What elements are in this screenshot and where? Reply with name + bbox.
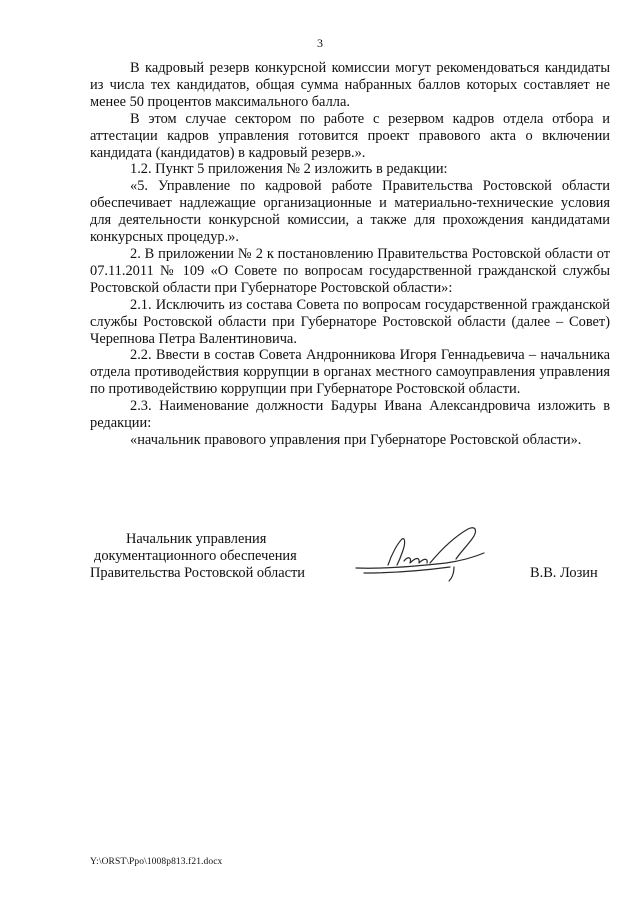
signatory-title-line: документационного обеспечения: [94, 548, 297, 564]
page-number: 3: [317, 36, 323, 50]
document-body: [90, 60, 610, 449]
signatory-name: В.В. Лозин: [530, 565, 598, 581]
paragraph-item-2: 2. В приложении № 2 к постановлению Правительства Ростовской области от 07.11.2011 № 109 «О Совете по вопросам государственной гражданской службы Ростовской области при Губернаторе Ростовской области»:: [90, 245, 610, 296]
signatory-title-line: Начальник управления: [126, 531, 267, 547]
paragraph-item-2-3: 2.3. Наименование должности Бадуры Ивана Александровича изложить в редакции:: [90, 398, 610, 432]
paragraph-item-2-1: 2.1. Исключить из состава Совета по вопросам государственной гражданской службы Ростовской области при Губернаторе Ростовской области (далее – Совет) Черепнова Петра Валентиновича.: [90, 296, 610, 347]
signatory-title-line: Правительства Ростовской области: [90, 565, 305, 581]
paragraph-item-1-2: 1.2. Пункт 5 приложения № 2 изложить в редакции:: [130, 161, 448, 178]
signatory-title: [90, 531, 330, 582]
signature-block: [0, 531, 640, 591]
paragraph-reserve-criteria: В кадровый резерв конкурсной комиссии могут рекомендоваться кандидаты из числа тех кандидатов, общая сумма набранных баллов которых составляет не менее 50 процентов максимального балла.: [90, 60, 610, 110]
paragraph-item-2-3-text: «начальник правового управления при Губернаторе Ростовской области».: [130, 431, 582, 448]
paragraph-reserve-act: В этом случае сектором по работе с резервом кадров отдела отбора и аттестации кадров управления готовится проект правового акта о включении кандидата (кандидатов) в кадровый резерв.».: [90, 110, 610, 161]
document-file-path: Y:\ORST\Ppo\1008p813.f21.docx: [90, 857, 223, 867]
paragraph-item-2-2: 2.2. Ввести в состав Совета Андронникова Игоря Геннадьевича – начальника отдела противодействия коррупции в органах местного самоуправления управления по противодействию коррупции при Губернаторе Ростовской области.: [90, 347, 610, 398]
paragraph-item-5-text: «5. Управление по кадровой работе Правительства Ростовской области обеспечивает надлежащие организационные и материально-технические условия для деятельности конкурсной комиссии, а также для прохождения кандидатами конкурсных процедур.».: [90, 178, 610, 246]
handwritten-signature: [350, 523, 500, 587]
